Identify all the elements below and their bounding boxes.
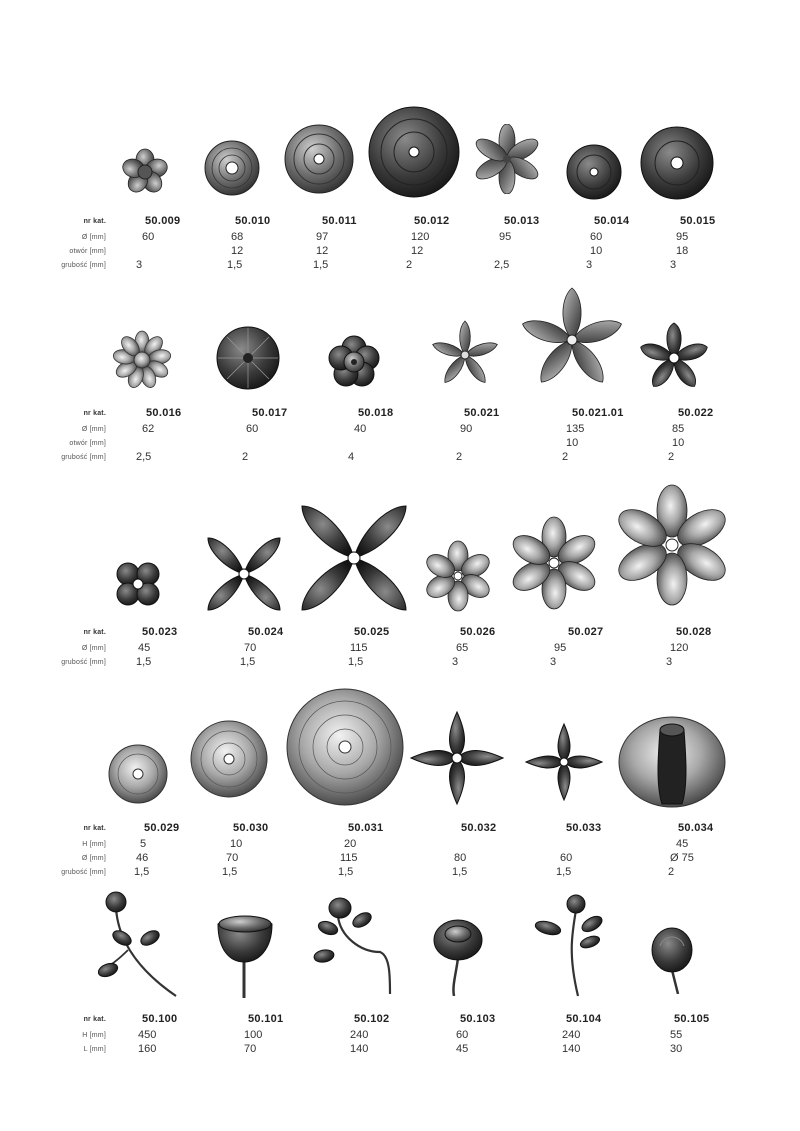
code-50-105: 50.105 <box>674 1013 710 1025</box>
code-50-032: 50.032 <box>461 822 497 834</box>
code-50-026: 50.026 <box>460 626 496 638</box>
grubosc-50-014: 3 <box>586 259 593 271</box>
code-50-023: 50.023 <box>142 626 178 638</box>
flower-50-021-image <box>428 320 502 390</box>
otwor-50-021-01: 10 <box>566 437 579 449</box>
diameter-50-014: 60 <box>590 231 603 243</box>
height-50-029: 5 <box>140 838 147 850</box>
code-50-021: 50.021 <box>464 407 500 419</box>
label-diameter: Ø [mm] <box>81 234 106 241</box>
rosette-50-011-image <box>284 124 354 194</box>
length-50-103: 45 <box>456 1043 469 1055</box>
code-50-034: 50.034 <box>678 822 714 834</box>
code-50-018: 50.018 <box>358 407 394 419</box>
flower-50-016-image <box>112 330 172 390</box>
diameter-50-021-01: 135 <box>566 423 585 435</box>
code-50-013: 50.013 <box>504 215 540 227</box>
height-50-103: 60 <box>456 1029 469 1041</box>
quatrefoil-50-024-image <box>206 536 282 612</box>
code-50-014: 50.014 <box>594 215 630 227</box>
diameter-50-015: 95 <box>676 231 689 243</box>
label-grubosc-3: grubość [mm] <box>61 659 106 666</box>
code-50-021-01: 50.021.01 <box>572 407 624 419</box>
label-nr-kat-3: nr kat. <box>83 629 106 636</box>
grubosc-50-013: 2,5 <box>494 259 510 271</box>
diameter-50-030: 70 <box>226 852 239 864</box>
otwor-50-012: 12 <box>411 245 424 257</box>
code-50-028: 50.028 <box>676 626 712 638</box>
grubosc-50-012: 2 <box>406 259 413 271</box>
diameter-50-016: 62 <box>142 423 155 435</box>
code-50-022: 50.022 <box>678 407 714 419</box>
code-50-101: 50.101 <box>248 1013 284 1025</box>
rose-50-103-image <box>430 918 486 996</box>
flower-50-018-image <box>326 334 382 390</box>
flower-50-013-image <box>472 124 542 194</box>
diameter-50-018: 40 <box>354 423 367 435</box>
height-50-034: 45 <box>676 838 689 850</box>
grubosc-50-034: 2 <box>668 866 675 878</box>
label-diameter-4: Ø [mm] <box>81 855 106 862</box>
rosette-50-010-image <box>204 140 260 196</box>
height-50-102: 240 <box>350 1029 369 1041</box>
grubosc-50-031: 1,5 <box>338 866 354 878</box>
rose-50-102-image <box>310 896 400 996</box>
otwor-50-014: 10 <box>590 245 603 257</box>
height-50-105: 55 <box>670 1029 683 1041</box>
code-50-030: 50.030 <box>233 822 269 834</box>
height-50-104: 240 <box>562 1029 581 1041</box>
label-nr-kat-5: nr kat. <box>83 1016 106 1023</box>
flower-50-026-image <box>424 540 492 612</box>
height-50-030: 10 <box>230 838 243 850</box>
rosette-50-017-image <box>216 326 280 390</box>
otwor-50-011: 12 <box>316 245 329 257</box>
code-50-027: 50.027 <box>568 626 604 638</box>
diameter-50-011: 97 <box>316 231 329 243</box>
diameter-50-032: 80 <box>454 852 467 864</box>
label-otwor-2: otwór [mm] <box>69 440 106 447</box>
length-50-102: 140 <box>350 1043 369 1055</box>
code-50-104: 50.104 <box>566 1013 602 1025</box>
grubosc-50-011: 1,5 <box>313 259 329 271</box>
diameter-50-028: 120 <box>670 642 689 654</box>
rosette-50-014-image <box>566 144 622 200</box>
grubosc-50-032: 1,5 <box>452 866 468 878</box>
code-50-100: 50.100 <box>142 1013 178 1025</box>
star-50-033-image <box>524 722 604 802</box>
diameter-50-013: 95 <box>499 231 512 243</box>
quatrefoil-50-023-image <box>114 560 162 608</box>
grubosc-50-017: 2 <box>242 451 249 463</box>
code-50-015: 50.015 <box>680 215 716 227</box>
grubosc-50-015: 3 <box>670 259 677 271</box>
disc-50-030-image <box>190 720 268 798</box>
flower-50-022-image <box>636 322 712 394</box>
diameter-50-010: 68 <box>231 231 244 243</box>
rose-50-101-image <box>214 908 276 1000</box>
flower-50-028-image <box>614 484 730 606</box>
grubosc-50-024: 1,5 <box>240 656 256 668</box>
diameter-50-025: 115 <box>350 642 368 654</box>
code-50-010: 50.010 <box>235 215 271 227</box>
diameter-50-017: 60 <box>246 423 259 435</box>
code-50-025: 50.025 <box>354 626 390 638</box>
diameter-50-021: 90 <box>460 423 473 435</box>
diameter-50-009: 60 <box>142 231 155 243</box>
length-50-101: 70 <box>244 1043 257 1055</box>
cup-50-034-image <box>618 716 726 808</box>
length-50-100: 160 <box>138 1043 157 1055</box>
label-length-5: L [mm] <box>83 1046 106 1053</box>
code-50-009: 50.009 <box>145 215 181 227</box>
height-50-031: 20 <box>344 838 357 850</box>
label-height-4: H [mm] <box>82 841 106 848</box>
diameter-50-033: 60 <box>560 852 573 864</box>
grubosc-50-030: 1,5 <box>222 866 238 878</box>
grubosc-50-009: 3 <box>136 259 143 271</box>
star-50-032-image <box>410 710 504 806</box>
grubosc-50-027: 3 <box>550 656 557 668</box>
code-50-031: 50.031 <box>348 822 384 834</box>
code-50-102: 50.102 <box>354 1013 390 1025</box>
diameter-50-029: 46 <box>136 852 149 864</box>
code-50-011: 50.011 <box>322 215 357 227</box>
height-50-100: 450 <box>138 1029 157 1041</box>
disc-50-031-image <box>286 688 404 806</box>
code-50-024: 50.024 <box>248 626 284 638</box>
rosette-50-012-image <box>368 106 460 198</box>
code-50-012: 50.012 <box>414 215 450 227</box>
grubosc-50-023: 1,5 <box>136 656 152 668</box>
grubosc-50-021-01: 2 <box>562 451 569 463</box>
height-50-101: 100 <box>244 1029 263 1041</box>
rose-50-100-image <box>98 890 182 1000</box>
otwor-50-022: 10 <box>672 437 685 449</box>
quatrefoil-50-025-image <box>300 504 408 612</box>
rosette-50-015-image <box>640 126 714 200</box>
code-50-029: 50.029 <box>144 822 180 834</box>
label-diameter-3: Ø [mm] <box>81 645 106 652</box>
grubosc-50-010: 1,5 <box>227 259 243 271</box>
grubosc-50-029: 1,5 <box>134 866 150 878</box>
grubosc-50-016: 2,5 <box>136 451 152 463</box>
flower-50-021-01-image <box>516 286 628 394</box>
grubosc-50-033: 1,5 <box>556 866 572 878</box>
diameter-50-022: 85 <box>672 423 685 435</box>
grubosc-50-022: 2 <box>668 451 675 463</box>
rosette-50-009-image <box>120 147 170 197</box>
flower-50-027-image <box>510 516 598 610</box>
otwor-50-015: 18 <box>676 245 689 257</box>
grubosc-50-018: 4 <box>348 451 355 463</box>
diameter-50-024: 70 <box>244 642 257 654</box>
code-50-103: 50.103 <box>460 1013 496 1025</box>
rose-50-104-image <box>532 894 608 998</box>
label-nr-kat: nr kat. <box>83 218 106 225</box>
diameter-50-027: 95 <box>554 642 567 654</box>
grubosc-50-028: 3 <box>666 656 673 668</box>
label-diameter-2: Ø [mm] <box>81 426 106 433</box>
diameter-50-026: 65 <box>456 642 469 654</box>
otwor-50-010: 12 <box>231 245 244 257</box>
rose-50-105-image <box>650 926 694 994</box>
diameter-50-034: Ø 75 <box>670 852 694 864</box>
grubosc-50-025: 1,5 <box>348 656 364 668</box>
code-50-033: 50.033 <box>566 822 602 834</box>
label-nr-kat-2: nr kat. <box>83 410 106 417</box>
diameter-50-012: 120 <box>411 231 430 243</box>
code-50-016: 50.016 <box>146 407 182 419</box>
label-grubosc-4: grubość [mm] <box>61 869 106 876</box>
label-nr-kat-4: nr kat. <box>83 825 106 832</box>
length-50-104: 140 <box>562 1043 581 1055</box>
length-50-105: 30 <box>670 1043 683 1055</box>
grubosc-50-021: 2 <box>456 451 463 463</box>
grubosc-50-026: 3 <box>452 656 459 668</box>
label-height-5: H [mm] <box>82 1032 106 1039</box>
label-grubosc: grubość [mm] <box>61 262 106 269</box>
diameter-50-031: 115 <box>340 852 358 864</box>
disc-50-029-image <box>108 744 168 804</box>
diameter-50-023: 45 <box>138 642 151 654</box>
code-50-017: 50.017 <box>252 407 288 419</box>
label-grubosc-2: grubość [mm] <box>61 454 106 461</box>
label-otwor: otwór [mm] <box>69 248 106 255</box>
